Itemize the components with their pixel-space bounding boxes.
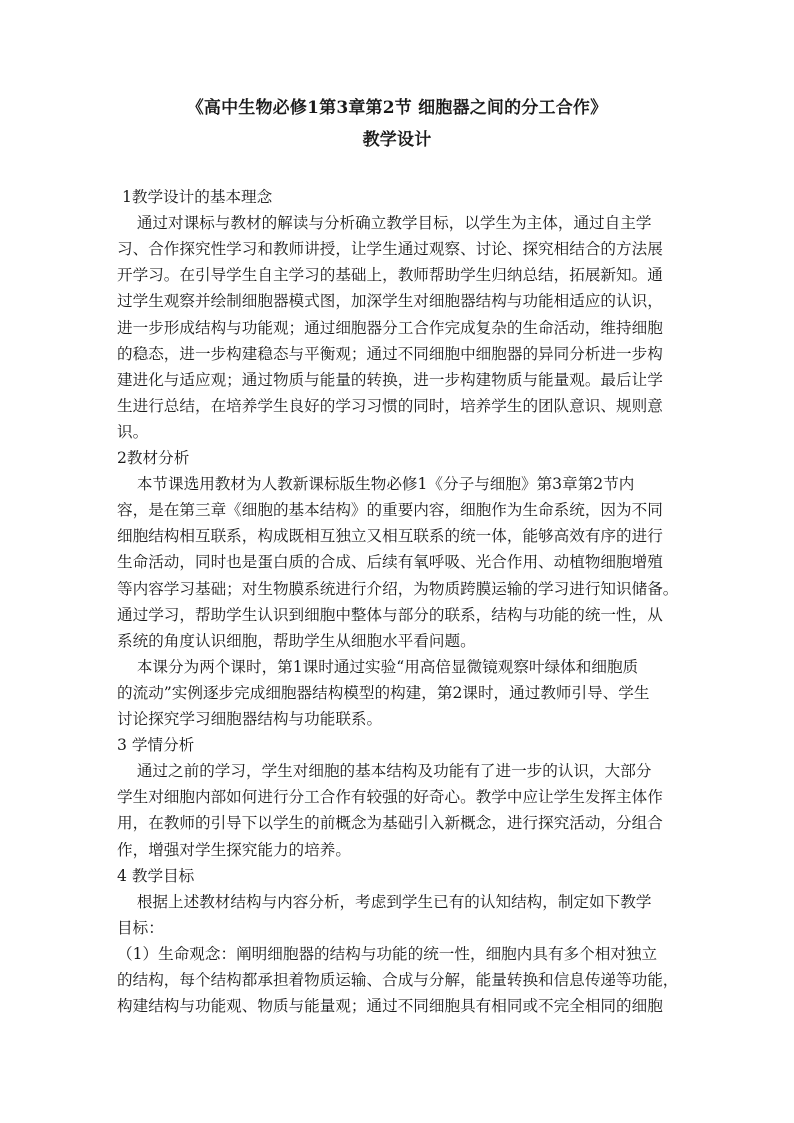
- body-line: 的流动”实例逐步完成细胞器结构模型的构建，第2课时，通过教师引导、学生: [117, 683, 650, 702]
- body-line: 根据上述教材结构与内容分析，考虑到学生已有的认知结构，制定如下教学: [117, 892, 652, 911]
- body-line: 的结构，每个结构都承担着物质运输、合成与分解，能量转换和信息传递等功能，: [117, 971, 679, 989]
- body-line: 的稳态，进一步构建稳态与平衡观；通过不同细胞中细胞器的异同分析进一步构: [117, 344, 663, 363]
- body-line: 等内容学习基础；对生物膜系统进行介绍，为物质跨膜运输的学习进行知识储备。: [117, 579, 679, 598]
- body-line: 学生对细胞内部如何进行分工合作有较强的好奇心。教学中应让学生发挥主体作: [117, 788, 663, 807]
- body-line: 进一步形成结构与功能观；通过细胞器分工合作完成复杂的生命活动，维持细胞: [117, 318, 663, 337]
- body-line: 讨论探究学习细胞器结构与功能联系。: [117, 710, 383, 728]
- body-line: 开学习。在引导学生自主学习的基础上，教师帮助学生归纳总结，拓展新知。通: [117, 266, 663, 285]
- body-line: 本课分为两个课时，第1课时通过实验“用高倍显微镜观察叶绿体和细胞质: [117, 657, 639, 676]
- body-line: 过学生观察并绘制细胞器模式图，加深学生对细胞器结构与功能相适应的认识，: [117, 292, 663, 311]
- body-line: 细胞结构相互联系，构成既相互独立又相互联系的统一体，能够高效有序的进行: [117, 527, 663, 546]
- body-line: 1教学设计的基本理念: [117, 188, 273, 206]
- body-line: 建进化与适应观；通过物质与能量的转换，进一步构建物质与能量观。最后让学: [117, 370, 663, 389]
- body-line: 4 教学目标: [117, 866, 195, 885]
- body-line: 本节课选用教材为人教新课标版生物必修1《分子与细胞》第3章第2节内: [117, 475, 635, 494]
- body-line: 通过对课标与教材的解读与分析确立教学目标，以学生为主体，通过自主学: [117, 214, 652, 233]
- body-line: 习、合作探究性学习和教师讲授，让学生通过观察、讨论、探究相结合的方法展: [117, 240, 663, 259]
- document-subtitle: 教学设计: [362, 130, 432, 150]
- body-line: （1）生命观念：阐明细胞器的结构与功能的统一性，细胞内具有多个相对独立: [117, 944, 658, 963]
- body-line: 目标：: [117, 918, 164, 937]
- body-line: 系统的角度认识细胞，帮助学生从细胞水平看问题。: [117, 631, 476, 650]
- body-line: 识。: [117, 422, 149, 441]
- body-line: 生进行总结，在培养学生良好的学习习惯的同时，培养学生的团队意识、规则意: [117, 396, 663, 415]
- body-line: 通过之前的学习，学生对细胞的基本结构及功能有了进一步的认识，大部分: [117, 762, 652, 781]
- body-line: 用，在教师的引导下以学生的前概念为基础引入新概念，进行探究活动，分组合: [117, 814, 663, 833]
- body-line: 生命活动，同时也是蛋白质的合成、后续有氧呼吸、光合作用、动植物细胞增殖: [117, 553, 663, 572]
- body-line: 2教材分析: [117, 449, 190, 467]
- body-line: 作，增强对学生探究能力的培养。: [117, 840, 351, 859]
- body-line: 通过学习，帮助学生认识到细胞中整体与部分的联系，结构与功能的统一性，从: [117, 605, 663, 624]
- body-line: 容，是在第三章《细胞的基本结构》的重要内容，细胞作为生命系统，因为不同: [117, 501, 663, 520]
- body-line: 3 学情分析: [117, 736, 195, 755]
- body-line: 构建结构与功能观、物质与能量观；通过不同细胞具有相同或不完全相同的细胞: [117, 997, 663, 1016]
- document-title: 《高中生物必修1第3章第2节 细胞器之间的分工合作》: [186, 98, 608, 118]
